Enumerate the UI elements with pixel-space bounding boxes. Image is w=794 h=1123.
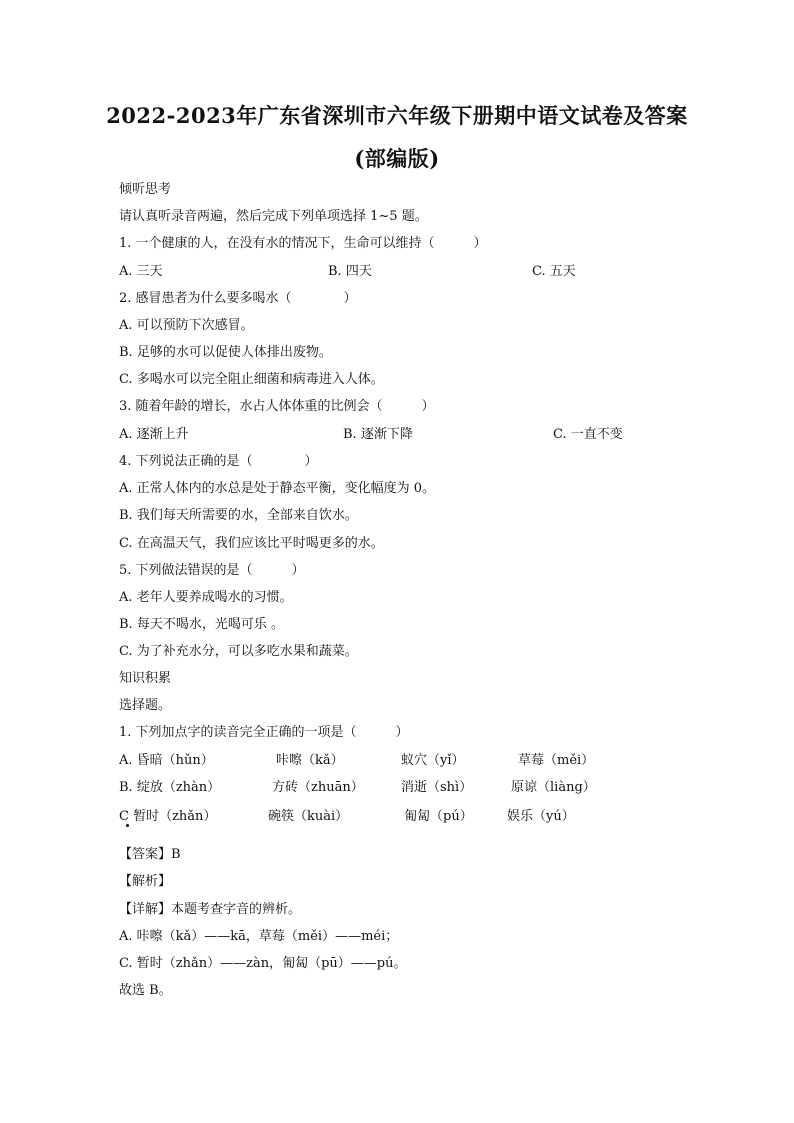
section-heading-listening: 倾听思考 <box>119 182 172 197</box>
question-stem: 3. 随着年龄的增长，水占人体体重的比例会（ ） <box>119 399 435 414</box>
question-option: A. 可以预防下次感冒。 <box>119 318 254 333</box>
pinyin-option: 咔嚓（kǎ） <box>276 753 344 768</box>
pinyin-option: 娱乐（yú） <box>507 809 575 824</box>
document-title: 2022-2023年广东省深圳市六年级下册期中语文试卷及答案 <box>106 103 688 128</box>
question-option: C. 一直不变 <box>553 427 623 442</box>
detail-line: 【详解】本题考查字音的辨析。 <box>119 902 302 917</box>
pinyin-option: 原谅（liàng） <box>511 780 596 795</box>
question-option: A. 逐渐上升 <box>119 427 189 442</box>
question-option: C. 为了补充水分，可以多吃水果和蔬菜。 <box>119 644 358 659</box>
pinyin-option: 蚁穴（yǐ） <box>401 753 465 768</box>
question-stem: 4. 下列说法正确的是（ ） <box>119 454 318 469</box>
question-stem: 1. 下列加点字的读音完全正确的一项是（ ） <box>119 725 409 740</box>
question-stem: 2. 感冒患者为什么要多喝水（ ） <box>119 291 357 306</box>
question-option: A. 三天 <box>119 264 163 279</box>
question-option: B. 我们每天所需要的水，全部来自饮水。 <box>119 508 358 523</box>
question-option: B. 每天不喝水，光喝可乐 。 <box>119 617 284 632</box>
pinyin-option: 消逝（shì） <box>401 780 473 795</box>
pinyin-option: 方砖（zhuān） <box>272 780 364 795</box>
section-heading-knowledge: 知识积累 <box>119 671 172 686</box>
question-option: B. 足够的水可以促使人体排出废物。 <box>119 345 332 360</box>
explanation-line: C. 暂时（zhǎn）——zàn，匍匐（pū）——pú。 <box>119 956 407 971</box>
pinyin-option: A. 昏暗（hǔn） <box>119 753 214 768</box>
explanation-line: A. 咔嚓（kǎ）——kā，草莓（měi）——méi； <box>119 929 399 944</box>
question-stem: 5. 下列做法错误的是（ ） <box>119 563 305 578</box>
document-subtitle: (部编版) <box>354 146 440 171</box>
question-option: B. 四天 <box>328 264 372 279</box>
pinyin-option: 碗筷（kuài） <box>268 809 349 824</box>
pinyin-option: B. 绽放（zhàn） <box>119 780 221 795</box>
section-instruction: 请认真听录音两遍，然后完成下列单项选择 1~5 题。 <box>119 209 428 224</box>
question-option: B. 逐渐下降 <box>343 427 413 442</box>
question-option: C. 在高温天气，我们应该比平时喝更多的水。 <box>119 536 384 551</box>
question-option: A. 老年人要养成喝水的习惯。 <box>119 590 293 605</box>
section-subheading: 选择题。 <box>119 698 172 713</box>
question-option: A. 正常人体内的水总是处于静态平衡，变化幅度为 0。 <box>119 481 436 496</box>
question-option: C. 多喝水可以完全阻止细菌和病毒进入人体。 <box>119 372 384 387</box>
question-option: C. 五天 <box>532 264 576 279</box>
question-stem: 1. 一个健康的人，在没有水的情况下，生命可以维持（ ） <box>119 236 487 251</box>
emphasis-dot <box>126 824 129 827</box>
pinyin-option: 匍匐（pú） <box>404 809 473 824</box>
pinyin-option: 草莓（měi） <box>518 753 595 768</box>
answer-line: 【答案】B <box>119 847 181 862</box>
analysis-heading: 【解析】 <box>119 874 172 889</box>
conclusion-line: 故选 B。 <box>119 983 172 998</box>
pinyin-option: C 暂时（zhǎn） <box>119 809 217 824</box>
